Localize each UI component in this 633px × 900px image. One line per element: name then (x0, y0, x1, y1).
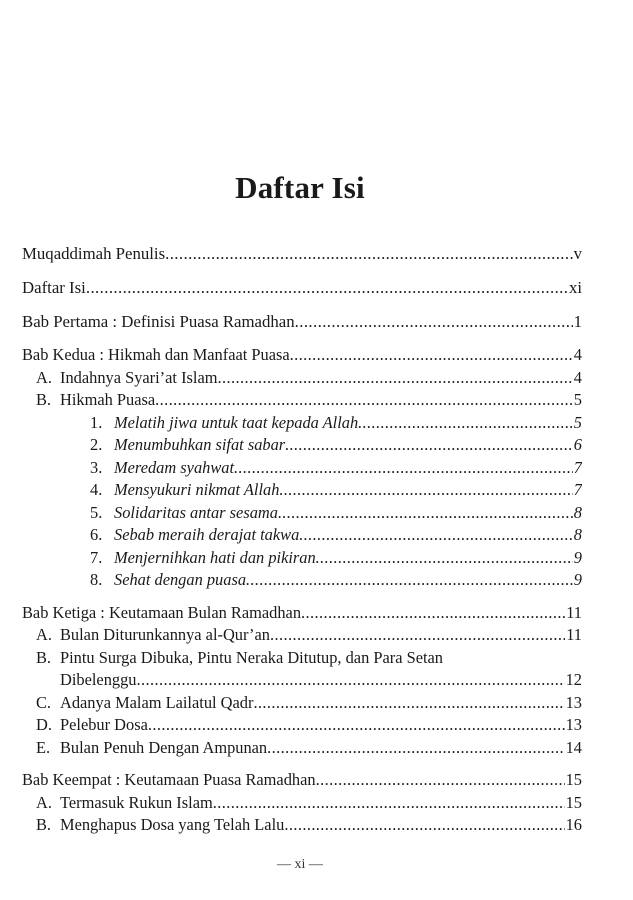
toc-subsubentry[interactable] (22, 457, 582, 480)
toc-subentry-first-line[interactable] (22, 647, 582, 670)
toc-entry-number: 8. (90, 570, 103, 589)
leader-dots (217, 367, 572, 390)
toc-entry-number: 7. (90, 547, 103, 567)
toc-subentry-continuation[interactable] (22, 669, 582, 692)
leader-dots (316, 547, 573, 570)
toc-entry-number: D. (36, 715, 52, 734)
toc-entry-text: Daftar Isi (22, 278, 86, 297)
toc-entry-number: E. (36, 737, 51, 757)
toc-entry-text: Termasuk Rukun Islam (60, 792, 213, 812)
toc-entry-muqaddimah[interactable] (22, 242, 582, 266)
toc-entry-number: 3. (90, 457, 103, 477)
toc-subentry[interactable] (22, 814, 582, 837)
page-footer-number: — xi — (277, 857, 323, 872)
toc-page-number: xi (568, 278, 582, 297)
toc-subentry[interactable] (22, 692, 582, 715)
toc-entry-text: Indahnya Syari’at Islam (60, 367, 218, 387)
toc-entry-number: B. (36, 815, 52, 834)
toc-page-number: 9 (573, 547, 582, 567)
toc-page-number: 4 (573, 367, 582, 387)
toc-page-number: 9 (573, 570, 582, 589)
toc-subentry[interactable] (22, 624, 582, 647)
toc-subsubentry[interactable] (22, 569, 582, 592)
toc-page-number: 7 (573, 480, 582, 499)
toc-entry-number: 4. (90, 480, 103, 499)
toc-entry-text: Solidaritas antar sesama (114, 502, 278, 522)
toc-page-number: 8 (573, 525, 582, 544)
toc-subsubentry[interactable] (22, 479, 582, 502)
toc-subsubentry[interactable] (22, 547, 582, 570)
toc-page-number: 15 (565, 792, 582, 812)
toc-subsubentry[interactable] (22, 502, 582, 525)
leader-dots (295, 310, 573, 334)
toc-entry-number: A. (36, 367, 52, 387)
toc-entry-daftar-isi[interactable] (22, 276, 582, 300)
toc-entry-text: Dibelenggu (60, 670, 137, 689)
leader-dots (316, 769, 565, 792)
toc-entry-text: Bab Kedua : Hikmah dan Manfaat Puasa (22, 345, 290, 364)
toc-entry-text: Bulan Penuh Dengan Ampunan (60, 737, 268, 757)
leader-dots (290, 344, 573, 367)
toc-entry-bab-kedua[interactable] (22, 344, 582, 367)
toc-entry-number: B. (36, 390, 52, 409)
toc-entry-number: A. (36, 625, 52, 644)
toc-entry-text: Bulan Diturunkannya al-Qur’an (60, 625, 270, 644)
toc-entry-number: 1. (90, 412, 103, 432)
toc-page-number: 13 (565, 692, 582, 712)
leader-dots (358, 412, 573, 435)
toc-entry-bab-pertama[interactable] (22, 310, 582, 334)
toc-entry-text: Hikmah Puasa (60, 390, 156, 409)
toc-entry-text: Adanya Malam Lailatul Qadr (60, 692, 254, 712)
toc-subsubentry[interactable] (22, 434, 582, 457)
leader-dots (148, 714, 565, 737)
toc-page-number: 16 (565, 815, 582, 834)
toc-subsubentry[interactable] (22, 412, 582, 435)
toc-entry-number: 5. (90, 502, 103, 522)
leader-dots (267, 737, 564, 760)
leader-dots (136, 669, 564, 692)
table-of-contents (22, 242, 582, 837)
toc-subentry[interactable] (22, 714, 582, 737)
toc-page-number: 13 (565, 715, 582, 734)
toc-page-number: 4 (573, 345, 582, 364)
toc-entry-text: Menumbuhkan sifat sabar (114, 435, 286, 454)
toc-entry-number: C. (36, 692, 52, 712)
leader-dots (284, 814, 564, 837)
toc-entry-text: Bab Keempat : Keutamaan Puasa Ramadhan (22, 770, 316, 789)
toc-entry-number: 6. (90, 525, 103, 544)
toc-subentry[interactable] (22, 367, 582, 390)
leader-dots (285, 434, 573, 457)
toc-subentry[interactable] (22, 792, 582, 815)
toc-page-number: 12 (565, 670, 582, 689)
toc-entry-bab-ketiga[interactable] (22, 602, 582, 625)
leader-dots (234, 457, 573, 480)
toc-page-number: 6 (573, 435, 582, 454)
toc-entry-text: Mensyukuri nikmat Allah (114, 480, 280, 499)
leader-dots (278, 502, 573, 525)
toc-entry-text: Meredam syahwat (114, 457, 235, 477)
leader-dots (165, 242, 573, 266)
leader-dots (155, 389, 573, 412)
toc-page-number: 11 (566, 625, 582, 644)
toc-page-number: 7 (573, 457, 582, 477)
toc-page-number: 15 (565, 770, 582, 789)
page-title: Daftar Isi (235, 170, 365, 205)
toc-entry-number: A. (36, 792, 52, 812)
toc-entry-text: Menjernihkan hati dan pikiran (114, 547, 316, 567)
leader-dots (246, 569, 573, 592)
toc-subsubentry[interactable] (22, 524, 582, 547)
toc-entry-bab-keempat[interactable] (22, 769, 582, 792)
leader-dots (279, 479, 572, 502)
toc-entry-text: Pintu Surga Dibuka, Pintu Neraka Ditutup, dan Para Setan (60, 647, 444, 667)
toc-entry-number: B. (36, 647, 52, 667)
leader-dots (86, 276, 568, 300)
toc-entry-text: Sebab meraih derajat takwa (114, 525, 300, 544)
toc-page-number: 8 (573, 502, 582, 522)
toc-page-number: 5 (573, 412, 582, 432)
leader-dots (253, 692, 564, 715)
leader-dots (213, 792, 565, 815)
toc-page-number: v (573, 244, 582, 263)
leader-dots (301, 602, 565, 625)
toc-entry-text: Bab Pertama : Definisi Puasa Ramadhan (22, 312, 295, 331)
toc-entry-number: 2. (90, 435, 103, 454)
toc-page-number: 1 (573, 312, 582, 331)
toc-subentry[interactable] (22, 389, 582, 412)
toc-entry-text: Muqaddimah Penulis (22, 244, 166, 263)
toc-entry-text: Bab Ketiga : Keutamaan Bulan Ramadhan (22, 602, 302, 622)
toc-subentry[interactable] (22, 737, 582, 760)
toc-entry-text: Sehat dengan puasa (114, 570, 247, 589)
toc-entry-text: Melatih jiwa untuk taat kepada Allah (114, 412, 359, 432)
toc-entry-text: Menghapus Dosa yang Telah Lalu (60, 815, 285, 834)
toc-entry-text: Pelebur Dosa (60, 715, 148, 734)
leader-dots (299, 524, 573, 547)
leader-dots (270, 624, 565, 647)
toc-page-number: 14 (565, 737, 582, 757)
toc-page-number: 11 (566, 602, 582, 622)
toc-page-number: 5 (573, 390, 582, 409)
